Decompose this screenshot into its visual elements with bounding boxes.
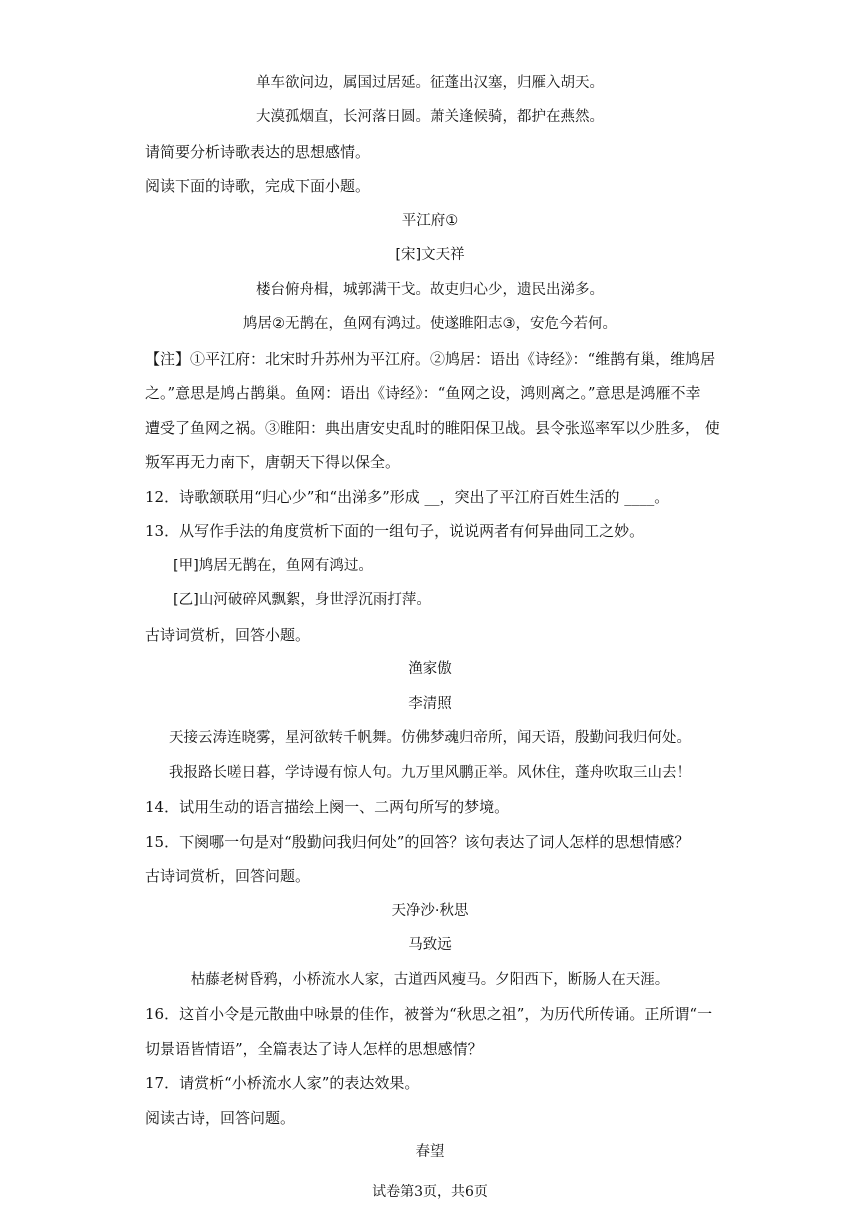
annotation-line: 叛军再无力南下，唐朝天下得以保全。 [145, 453, 401, 471]
poem-title: 天净沙·秋思 [391, 903, 469, 919]
question-16: 16．这首小令是元散曲中咏景的佳作，被誉为“秋思之祖”，为历代所传诵。正所谓“一 [145, 1005, 713, 1023]
section-instruction: 阅读古诗，回答问题。 [145, 1109, 296, 1127]
poem-line: 我报路长嗟日暮，学诗谩有惊人句。九万里风鹏正举。风休住，蓬舟吹取三山去！ [169, 765, 691, 781]
question-17: 17．请赏析“小桥流水人家”的表达效果。 [145, 1074, 420, 1092]
poem-title: 春望 [415, 1144, 445, 1160]
poem-line: 天接云涛连晓雾，星河欲转千帆舞。仿佛梦魂归帝所，闻天语，殷勤问我归何处。 [169, 730, 691, 746]
quote-line: [乙]山河破碎风飘絮，身世浮沉雨打萍。 [173, 592, 431, 608]
section-instruction: 古诗词赏析，回答小题。 [145, 626, 311, 644]
poem-line: 单车欲问边，属国过居延。征蓬出汉塞，归雁入胡天。 [256, 75, 604, 91]
poem-author: 马致远 [408, 937, 452, 953]
question-15: 15．下阕哪一句是对“殷勤问我归何处”的回答？该句表达了词人怎样的思想情感？ [145, 833, 690, 851]
poem-author: 李清照 [408, 696, 452, 712]
question-16-cont: 切景语皆情语”，全篇表达了诗人怎样的思想感情？ [145, 1040, 483, 1058]
annotation-line: 遭受了鱼网之祸。③睢阳：典出唐安史乱时的睢阳保卫战。县令张巡率军以少胜多， 使 [145, 419, 720, 437]
section-instruction: 阅读下面的诗歌，完成下面小题。 [145, 177, 371, 195]
question-text: 请简要分析诗歌表达的思想感情。 [145, 143, 371, 161]
question-12: 12．诗歌颔联用“归心少”和“出涕多”形成 __，突出了平江府百姓生活的 ____。 [145, 488, 670, 506]
quote-line: [甲]鸠居无鹊在，鱼网有鸿过。 [173, 558, 373, 574]
annotation-line: 【注】①平江府：北宋时升苏州为平江府。②鸠居：语出《诗经》：“维鹊有巢，维鸠居 [145, 350, 716, 368]
poem-line: 楼台俯舟楫，城郭满干戈。故吏归心少，遗民出涕多。 [256, 282, 604, 298]
poem-author: [宋]文天祥 [395, 247, 465, 263]
poem-line: 大漠孤烟直，长河落日圆。萧关逢候骑，都护在燕然。 [256, 109, 604, 125]
poem-title: 平江府① [401, 213, 459, 229]
poem-line: 枯藤老树昏鸦，小桥流水人家，古道西风瘦马。夕阳西下，断肠人在天涯。 [190, 972, 670, 988]
question-13: 13．从写作手法的角度赏析下面的一组句子，说说两者有何异曲同工之妙。 [145, 522, 645, 540]
question-14: 14．试用生动的语言描绘上阕一、二两句所写的梦境。 [145, 798, 510, 816]
annotation-line: 之。”意思是鸠占鹊巢。鱼网：语出《诗经》：“鱼网之设，鸿则离之。”意思是鸿雁不幸 [145, 384, 701, 402]
poem-title: 渔家傲 [408, 661, 452, 677]
section-instruction: 古诗词赏析，回答问题。 [145, 867, 311, 885]
page-footer: 试卷第3页，共6页 [372, 1184, 488, 1200]
poem-line: 鸠居②无鹊在，鱼网有鸿过。使遂睢阳志③，安危今若何。 [243, 316, 617, 332]
